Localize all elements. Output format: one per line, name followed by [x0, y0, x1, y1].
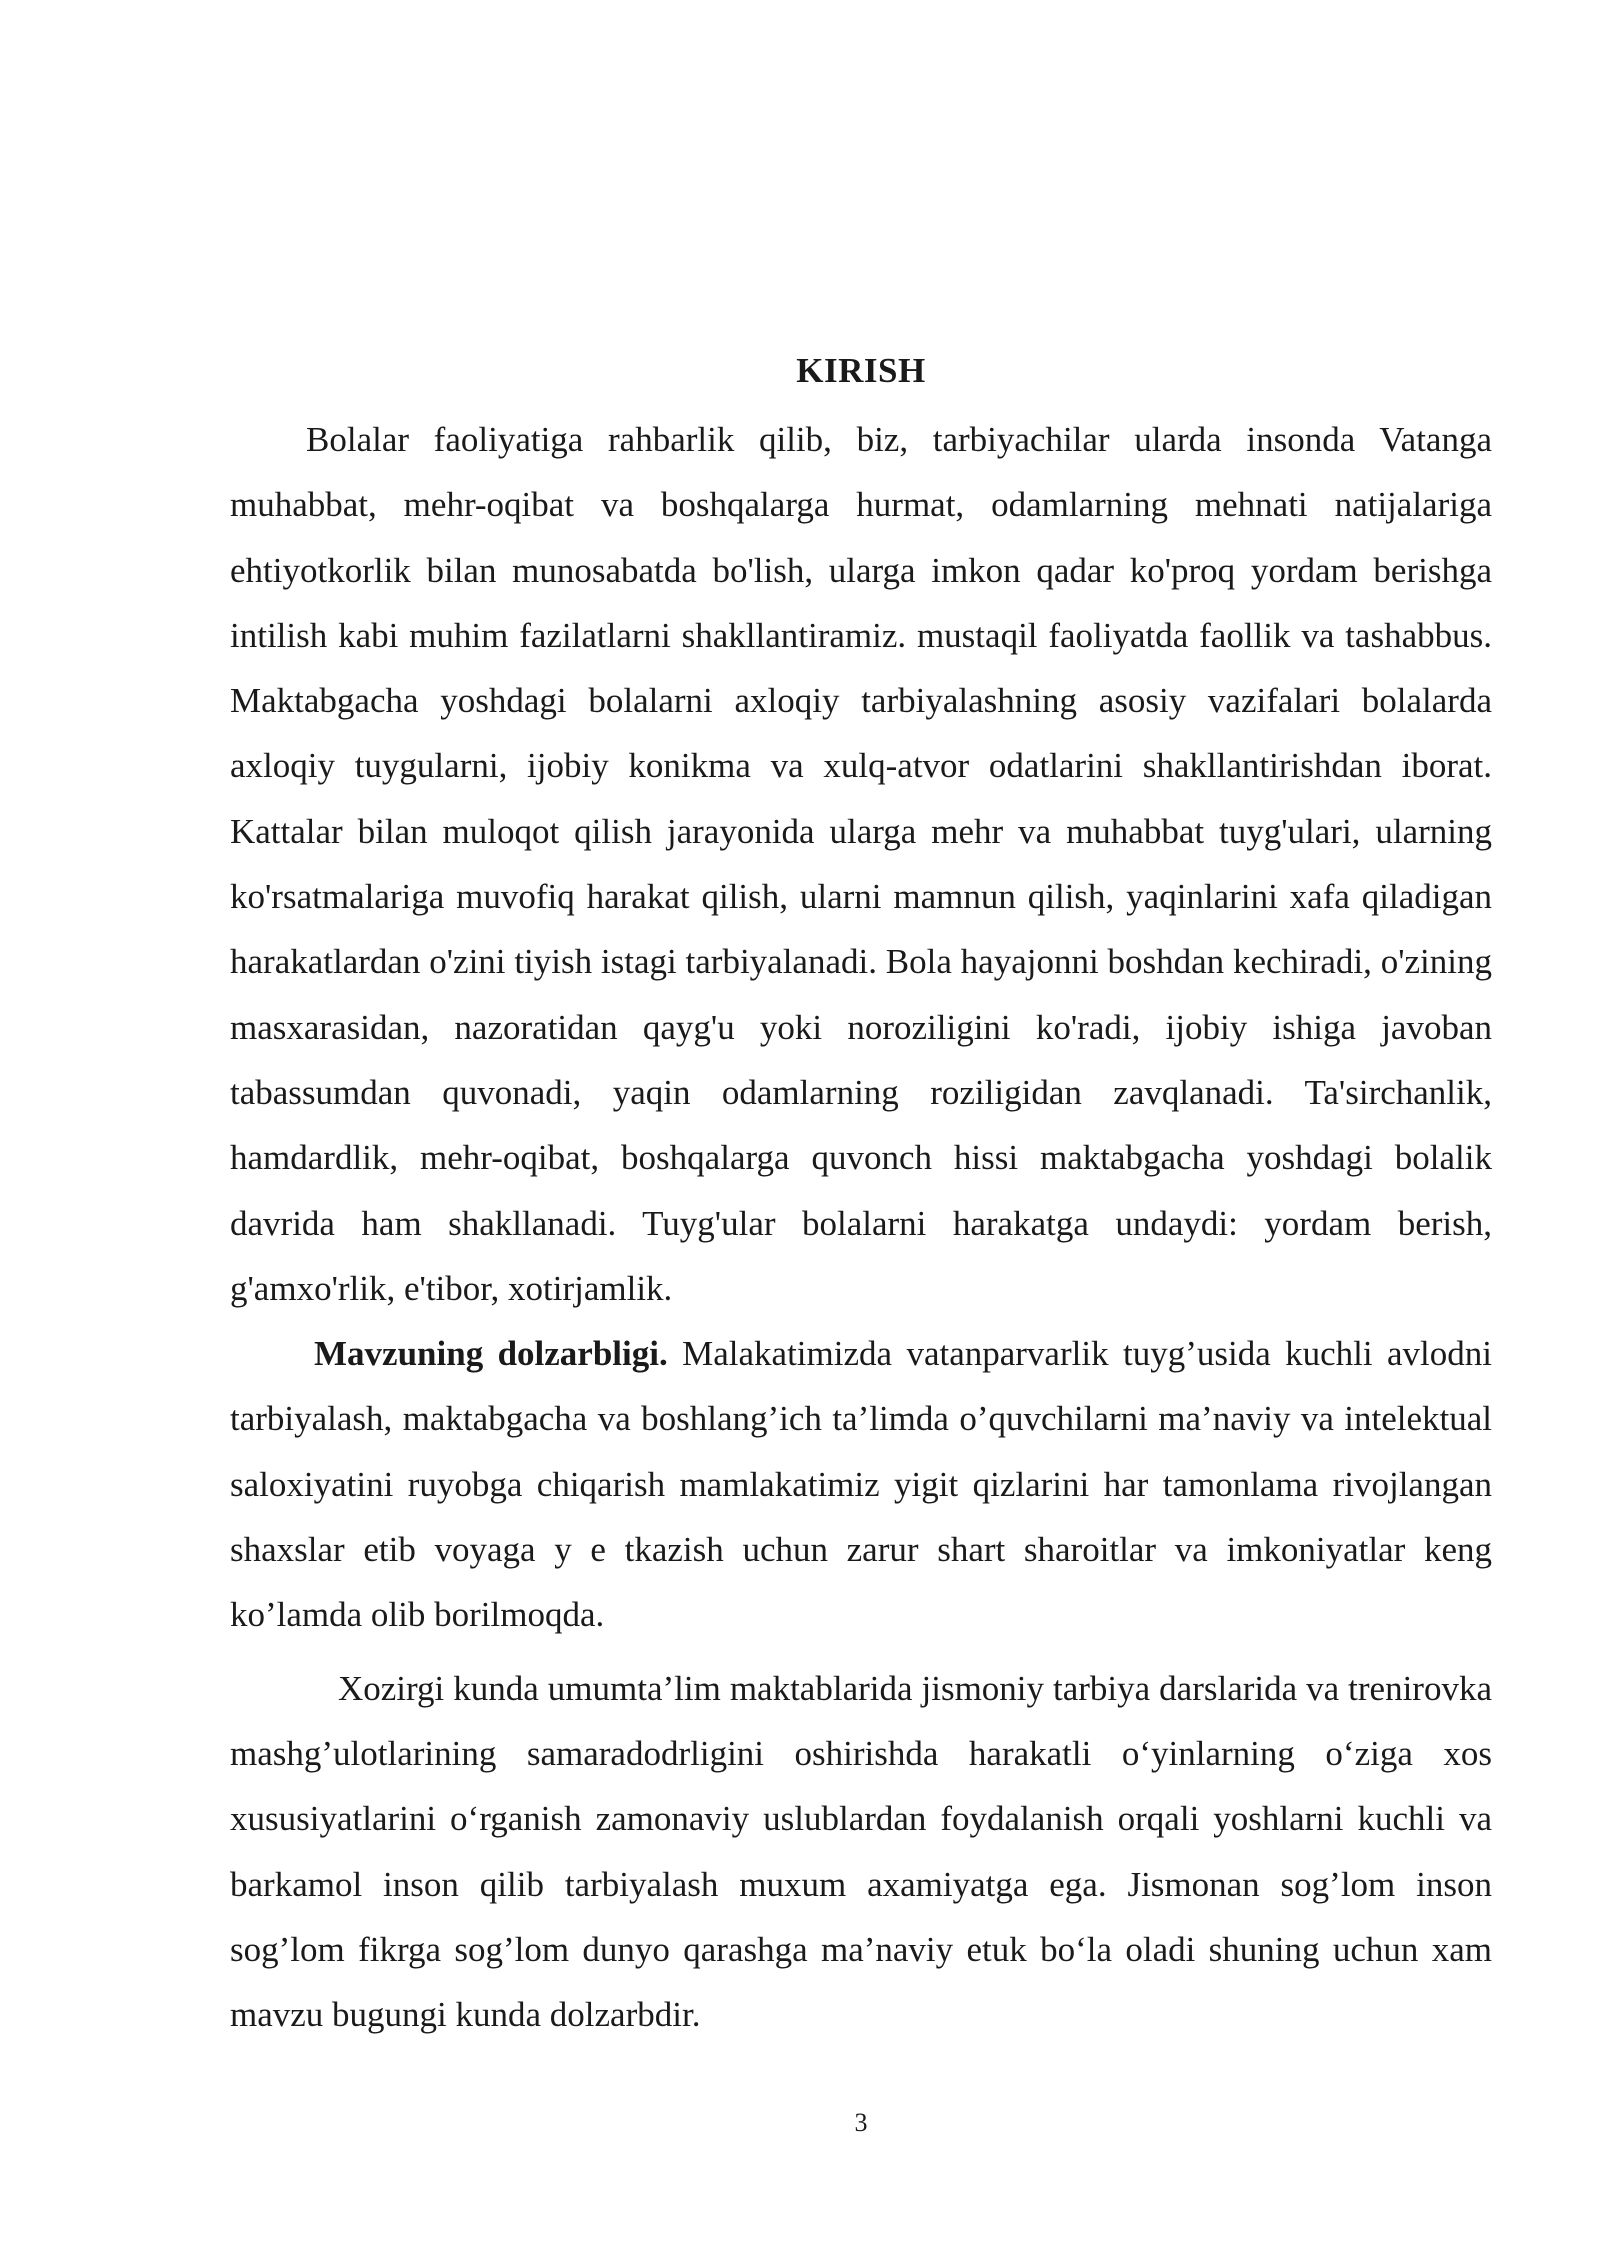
relevance-paragraph — [230, 1321, 1492, 1647]
page-number: 3 — [854, 2108, 868, 2137]
document-page — [230, 345, 1492, 2047]
page-title: KIRISH — [796, 351, 926, 390]
today-paragraph: Xozirgi kunda umumta’lim maktablarida jismoniy tarbiya darslarida va trenirovka mashg’ulotlarining samaradodrligini oshirishda harakatli o‘yinlarning o‘ziga xos xususiyatlarini o‘rganish zamonaviy uslublardan foydalanish orqali yoshlarni kuchli va barkamol inson qilib tarbiyalash muxum axamiyatga ega. Jismonan sog’lom inson sog’lom fikrga sog’lom dunyo qarashga ma’naviy etuk bo‘la oladi shuning uchun xam mavzu bugungi kunda dolzarbdir. — [230, 1668, 1492, 2035]
relevance-text: Malakatimizda vatanparvarlik tuyg’usida kuchli avlodni tarbiyalash, maktabgacha va boshlang’ich ta’limda o’quvchilarni ma’naviy va intelektual saloxiyatini ruyobga chiqarish mamlakatimiz yigit qizlarini har tamonlama rivojlangan shaxslar etib voyaga y e tkazish uchun zarur shart sharoitlar va imkoniyatlar keng ko’lamda olib borilmoqda. — [230, 1334, 1492, 1635]
intro-paragraph: Bolalar faoliyatiga rahbarlik qilib, biz, tarbiyachilar ularda insonda Vatanga muhabbat, mehr-oqibat va boshqalarga hurmat, odamlarning mehnati natijalariga ehtiyotkorlik bilan munosabatda bo'lish, ularga imkon qadar ko'proq yordam berishga intilish kabi muhim fazilatlarni shakllantiramiz. mustaqil faoliyatda faollik va tashabbus. Maktabgacha yoshdagi bolalarni axloqiy tarbiyalashning asosiy vazifalari bolalarda axloqiy tuygularni, ijobiy konikma va xulq-atvor odatlarini shakllantirishdan iborat. Kattalar bilan muloqot qilish jarayonida ularga mehr va muhabbat tuyg'ulari, ularning ko'rsatmalariga muvofiq harakat qilish, ularni mamnun qilish, yaqinlarini xafa qiladigan harakatlardan o'zini tiyish istagi tarbiyalanadi. Bola hayajonni boshdan kechiradi, o'zining masxarasidan, nazoratidan qayg'u yoki noroziligini ko'radi, ijobiy ishiga javoban tabassumdan quvonadi, yaqin odamlarning roziligidan zavqlanadi. Ta'sirchanlik, hamdardlik, mehr-oqibat, boshqalarga quvonch hissi maktabgacha yoshdagi bolalik davrida ham shakllanadi. Tuyg'ular bolalarni harakatga undaydi: yordam berish, g'amxo'rlik, e'tibor, xotirjamlik. — [230, 420, 1492, 1308]
relevance-heading: Mavzuning dolzarbligi. — [314, 1334, 668, 1374]
